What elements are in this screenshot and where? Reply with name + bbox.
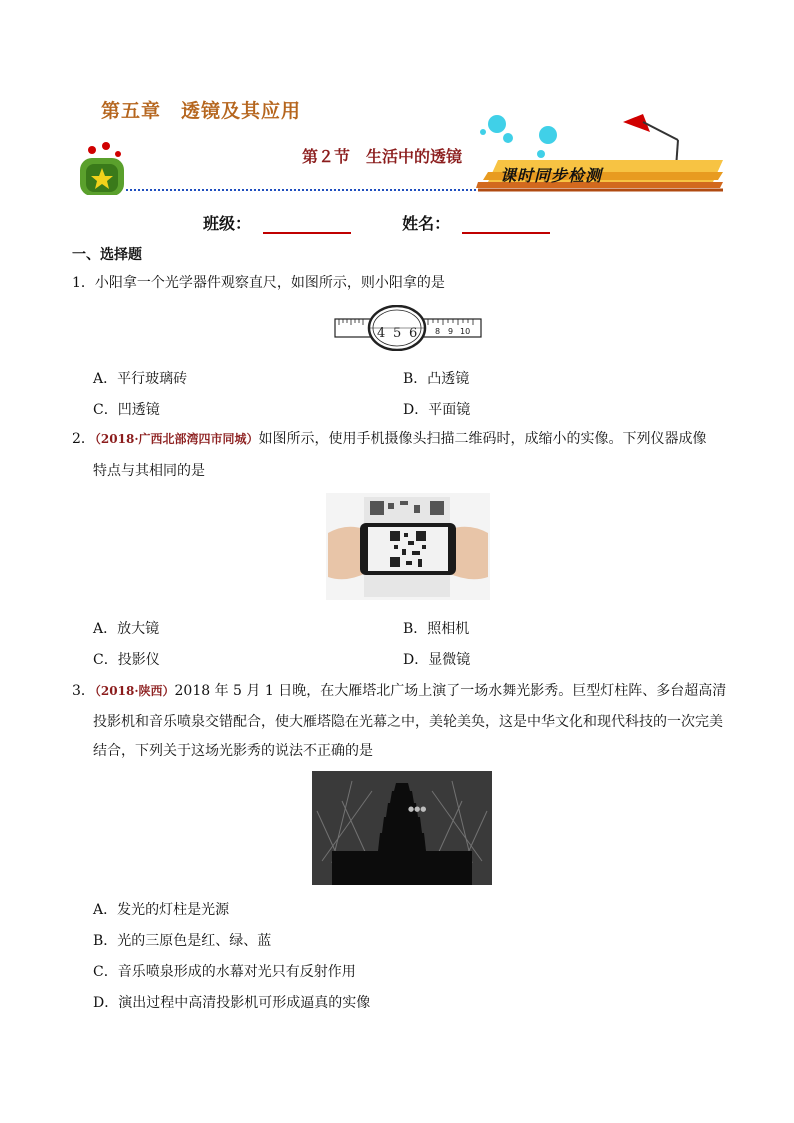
question-2-line2 (93, 458, 733, 485)
question-3-line3 (93, 738, 733, 765)
section-title: 第２节 生活中的透镜 (302, 147, 463, 166)
pagoda-lightshow-photo (312, 771, 492, 885)
option-2c[interactable]: C．投影仪 (93, 652, 160, 668)
class-input-line[interactable] (263, 214, 351, 234)
ruler-mark: 4 (377, 326, 386, 341)
question-text: 2018 年 5 月 1 日晚，在大雁塔北广场上演了一场水舞光影秀。巨型灯柱阵、多台超高清 (174, 683, 727, 699)
question-text: 如图所示，使用手机摄像头扫描二维码时，成缩小的实像。下列仪器成像 (258, 431, 707, 447)
ruler-mark: 9 (448, 327, 454, 336)
option-3a[interactable]: A．发光的灯柱是光源 (93, 902, 230, 918)
option-3c[interactable]: C．音乐喷泉形成的水幕对光只有反射作用 (93, 964, 356, 980)
option-2a[interactable]: A．放大镜 (93, 621, 160, 637)
question-source: （2018·广西北部湾四市同城） (94, 432, 259, 446)
question-3-line2 (93, 709, 733, 736)
option-1a[interactable]: A．平行玻璃砖 (93, 371, 188, 387)
question-2 (72, 426, 732, 453)
question-1 (72, 270, 732, 297)
question-number: 3． (72, 683, 95, 699)
student-info-row (203, 211, 550, 234)
chapter-title: 第五章 透镜及其应用 (101, 100, 302, 122)
option-1d[interactable]: D．平面镜 (403, 402, 471, 418)
name-label: 姓名： (402, 214, 451, 233)
option-2d[interactable]: D．显微镜 (403, 652, 471, 668)
class-label: 班级： (203, 214, 252, 233)
option-3b[interactable]: B．光的三原色是红、绿、蓝 (93, 933, 272, 949)
ruler-mark: 10 (460, 327, 471, 336)
question-text: 特点与其相同的是 (93, 463, 205, 479)
question-number: 2． (72, 431, 95, 447)
ruler-mark: 6 (409, 326, 418, 341)
ruler-magnifier-figure (333, 305, 483, 351)
option-3d[interactable]: D．演出过程中高清投影机可形成逼真的实像 (93, 995, 371, 1011)
part-title: 一、选择题 (72, 247, 142, 263)
name-input-line[interactable] (462, 214, 550, 234)
question-text: 结合，下列关于这场光影秀的说法不正确的是 (93, 743, 373, 759)
ruler-mark: 5 (393, 326, 402, 341)
ruler-mark: 8 (435, 327, 441, 336)
option-2b[interactable]: B．照相机 (403, 621, 470, 637)
question-3 (72, 678, 732, 705)
question-text: 小阳拿一个光学器件观察直尺，如图所示，则小阳拿的是 (94, 275, 445, 291)
question-text: 投影机和音乐喷泉交错配合，使大雁塔隐在光幕之中，美轮美奂，这是中华文化和现代科技的一次完美 (93, 714, 723, 730)
question-number: 1． (72, 275, 95, 291)
qr-phone-photo (326, 493, 490, 600)
question-source: （2018·陕西） (94, 684, 175, 698)
svg-text:●●●: ●●● (408, 805, 427, 813)
option-1b[interactable]: B．凸透镜 (403, 371, 470, 387)
option-1c[interactable]: C．凹透镜 (93, 402, 160, 418)
banner-label: 课时同步检测 (500, 166, 603, 185)
